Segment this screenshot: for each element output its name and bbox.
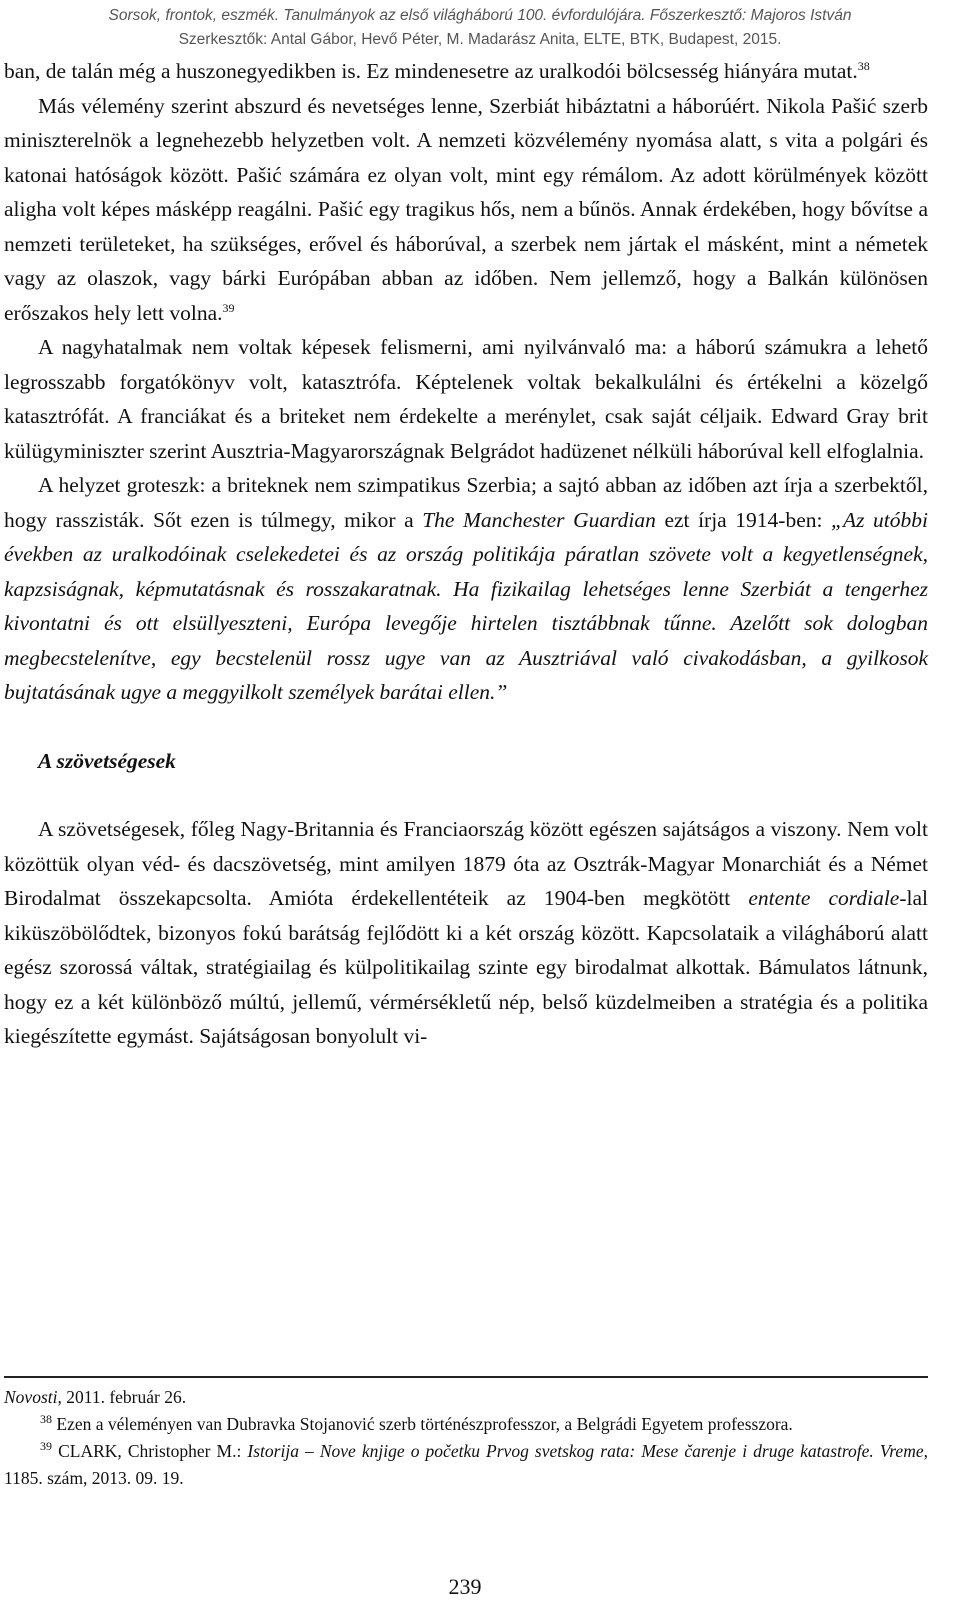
paragraph-4 [4, 468, 928, 710]
paragraph-2-text: Más vélemény szerint abszurd és nevetséges lenne, Szerbiát hibáztatni a háborúért. Nikola Pašić szerb miniszterelnök a legnehezebb helyzetben volt. A nemzeti közvélemény nyomása alatt, s vita a polgári és katonai hatóságok között. Pašić számára ez olyan volt, mint egy rémálom. Az adott körülmények között aligha volt képes másképp reagálni. Pašić egy tragikus hős, nem a bűnös. Annak érdekében, hogy bővítse a nemzeti területeket, ha szükséges, erővel és háborúval, a szerbek nem jártak el másként, mint a németek vagy az olaszok, vagy bárki Európában abban az időben. Nem jellemző, hogy a Balkán különösen erőszakos hely lett volna. [4, 93, 928, 325]
running-header [0, 4, 960, 52]
body-text [4, 54, 928, 1054]
footnote-39 [4, 1438, 928, 1492]
page-number: 239 [448, 1574, 482, 1599]
footnote-38-text: Ezen a véleményen van Dubravka Stojanović szerb történészprofesszor, a Belgrádi Egyetem professzora. [52, 1414, 793, 1434]
footnote-cont-text: , 2011. február 26. [57, 1387, 187, 1407]
footnote-cont-source: Novosti [4, 1387, 58, 1407]
footnote-39-text-b: , 1185. szám, 2013. 09. 19. [4, 1441, 928, 1488]
header-line-2: Szerkesztők: Antal Gábor, Hevő Péter, M. Madarász Anita, ELTE, BTK, Budapest, 2015. [178, 31, 782, 48]
footnote-39-text-a: CLARK, Christopher M.: [52, 1441, 248, 1461]
footnote-39-title: Istorija – Nove knjige o početku Prvog svetskog rata: Mese čarenje i druge katastrofe. Vreme [247, 1441, 924, 1461]
paragraph-4-text: A helyzet groteszk: a briteknek nem szimpatikus Szerbia; a sajtó abban az időben azt írja a szerbektől, hogy rasszisták. Sőt ezen is túlmegy, mikor a [4, 473, 928, 532]
paragraph-1-text: ban, de talán még a huszonegyedikben is. Ez mindenesetre az uralkodói bölcsesség hiányára mutat. [4, 59, 858, 83]
footnote-divider [4, 1376, 928, 1378]
footnote-ref-38[interactable]: 38 [857, 58, 870, 73]
header-line-1: Sorsok, frontok, eszmék. Tanulmányok az első világháború 100. évfordulójára. Főszerkesztő: Majoros István [108, 7, 852, 24]
section-heading: A szövetségesek [38, 748, 176, 773]
entente-cordiale: entente cordiale [748, 886, 900, 910]
footnote-ref-39[interactable]: 39 [222, 300, 235, 315]
footnote-38 [4, 1411, 928, 1438]
paragraph-2 [4, 89, 928, 331]
footnote-38-number: 38 [40, 1412, 52, 1427]
newspaper-title: The Manchester Guardian [422, 507, 656, 532]
paragraph-5 [4, 812, 928, 1054]
paragraph-1 [4, 54, 928, 89]
paragraph-5-text-b: -lal kiküszöbölődtek, bizonyos fokú barátság fejlődött ki a két ország között. Kapcsolataik a világháború alatt egész szorossá váltak, stratégiailag és külpolitikailag szinte egy birodalmat alkottak. Bámulatos látnunk, hogy ez a két különböző múltú, jellemű, vérmérsékletű nép, belső küzdelmeiben a stratégia és a politika kiegészítette egymást. Sajátságosan bonyolult vi- [4, 886, 928, 1048]
paragraph-3: A nagyhatalmak nem voltak képesek felismerni, ami nyilvánvaló ma: a háború számukra a lehető legrosszabb forgatókönyv volt, katasztrófa. Képtelenek voltak bekalkulálni és értékelni a közelgő katasztrófát. A franciákat és a briteket nem érdekelte a merénylet, csak saját céljaik. Edward Gray brit külügyminiszter szerint Ausztria-Magyarországnak Belgrádot hadüzenet nélküli háborúval kell elfoglalnia. [4, 335, 928, 463]
footnotes [4, 1384, 928, 1492]
paragraph-4-mid: ezt írja 1914-ben: [655, 507, 832, 532]
newspaper-quote: „Az utóbbi években az uralkodóinak cselekedetei és az ország politikája páratlan szövete volt a kegyetlenségnek, kapzsiságnak, képmutatásnak és rosszakaratnak. Ha fizikailag lehetséges lenne Szerbiát a tengerhez kivontatni és ott elsüllyeszteni, Európa levegője hirtelen tisztábbnak tűnne. Azelőtt sok dologban megbecstelenítve, egy becstelenül rossz ugye van az Ausztriával való civakodásban, a gyilkosok bujtatásának ugye a meggyilkolt személyek barátai ellen.” [4, 507, 928, 704]
footnote-39-number: 39 [40, 1439, 52, 1454]
paragraph-5-text-a: A szövetségesek, főleg Nagy-Britannia és Franciaország között egészen sajátságos a viszony. Nem volt közöttük olyan véd- és dacszövetség, mint amilyen 1879 óta az Osztrák-Magyar Monarchiát és a Német Birodalmat összekapcsolta. Amióta érdekellentéteik az 1904-ben megkötött [4, 817, 928, 910]
footnote-continued [4, 1384, 928, 1411]
